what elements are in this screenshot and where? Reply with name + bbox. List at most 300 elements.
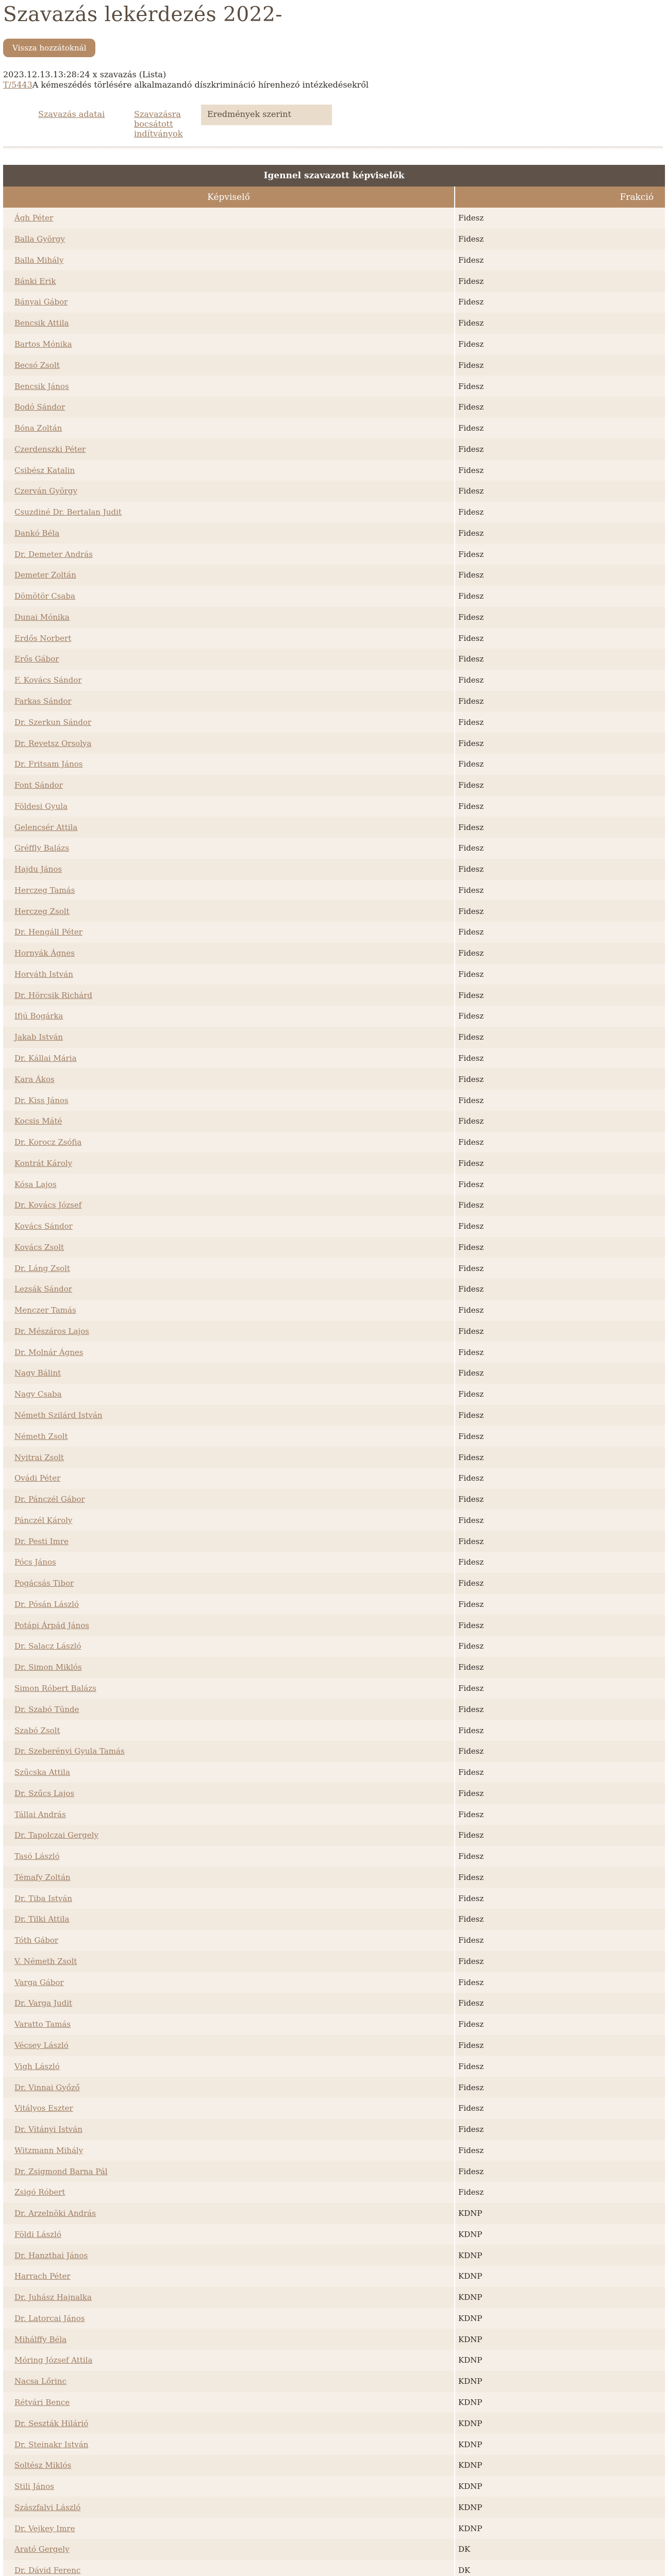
table-row	[3, 1678, 665, 1699]
faction-cell: Fidesz	[455, 418, 665, 439]
faction-cell: DK	[455, 2539, 665, 2560]
faction-cell: Fidesz	[455, 460, 665, 481]
faction-cell: Fidesz	[455, 586, 665, 607]
representative-link[interactable]: Font Sándor	[14, 781, 63, 790]
representative-cell	[3, 1552, 455, 1573]
representative-cell	[3, 1195, 455, 1216]
representative-cell	[3, 1132, 455, 1153]
table-row	[3, 250, 665, 271]
faction-cell: Fidesz	[455, 2056, 665, 2077]
representative-link[interactable]: Nagy Bálint	[14, 1368, 61, 1378]
faction-cell: Fidesz	[455, 1888, 665, 1909]
representative-link[interactable]: Dr. Tiba István	[14, 1893, 72, 1903]
representative-link[interactable]: Kovács Zsolt	[14, 1242, 64, 1252]
representative-cell	[3, 481, 455, 502]
representative-link[interactable]: Dankó Béla	[14, 528, 60, 538]
representative-link[interactable]: Vitályos Eszter	[14, 2104, 73, 2113]
representative-link[interactable]: F. Kovács Sándor	[14, 675, 82, 685]
representative-link[interactable]: Dr. Revetsz Orsolya	[14, 738, 92, 748]
table-row	[3, 795, 665, 817]
faction-cell: Fidesz	[455, 1909, 665, 1930]
representative-link[interactable]: Ifjú Bogárka	[14, 1011, 63, 1021]
representative-link[interactable]: Bencsik János	[14, 381, 69, 391]
representative-cell	[3, 586, 455, 607]
table-row	[3, 1195, 665, 1216]
representative-cell	[3, 1909, 455, 1930]
faction-cell: Fidesz	[455, 1720, 665, 1741]
representative-link[interactable]: Dr. Láng Zsolt	[14, 1263, 70, 1273]
faction-cell: Fidesz	[455, 922, 665, 943]
representative-link[interactable]: Dr. Kiss János	[14, 1095, 69, 1105]
representative-cell	[3, 2392, 455, 2413]
representative-cell	[3, 691, 455, 712]
table-row	[3, 1594, 665, 1615]
table-row	[3, 1993, 665, 2014]
representative-cell	[3, 775, 455, 796]
table-row	[3, 1846, 665, 1867]
table-row	[3, 354, 665, 376]
representative-cell	[3, 522, 455, 544]
table-row	[3, 1636, 665, 1657]
table-row	[3, 1300, 665, 1321]
faction-cell: Fidesz	[455, 1636, 665, 1657]
faction-cell: KDNP	[455, 2476, 665, 2497]
faction-cell: Fidesz	[455, 1216, 665, 1237]
table-row	[3, 1615, 665, 1636]
table-row	[3, 1342, 665, 1363]
representative-cell	[3, 1720, 455, 1741]
table-row	[3, 334, 665, 355]
table-row	[3, 922, 665, 943]
faction-cell: Fidesz	[455, 1405, 665, 1426]
representative-link[interactable]: Dr. Fritsam János	[14, 759, 83, 769]
faction-cell: Fidesz	[455, 817, 665, 838]
table-row	[3, 2224, 665, 2245]
table-row	[3, 2203, 665, 2224]
representative-link[interactable]: Herczeg Zsolt	[14, 906, 70, 916]
representative-link[interactable]: Dr. Pánczél Gábor	[14, 1495, 85, 1504]
representative-link[interactable]: Erős Gábor	[14, 654, 59, 664]
representative-cell	[3, 1111, 455, 1132]
representative-link[interactable]: V. Németh Zsolt	[14, 1956, 77, 1966]
representative-link[interactable]: Dr. Korocz Zsófia	[14, 1138, 82, 1147]
faction-cell: Fidesz	[455, 544, 665, 565]
representative-link[interactable]: Horváth István	[14, 969, 73, 979]
representative-link[interactable]: Stili János	[14, 2482, 54, 2492]
representative-cell	[3, 438, 455, 460]
representative-cell	[3, 2245, 455, 2266]
table-row	[3, 2308, 665, 2329]
faction-cell: Fidesz	[455, 250, 665, 271]
faction-cell: Fidesz	[455, 1426, 665, 1447]
representative-cell	[3, 733, 455, 754]
faction-cell: KDNP	[455, 2434, 665, 2455]
representative-link[interactable]: Bóna Zoltán	[14, 423, 62, 433]
faction-cell: Fidesz	[455, 1531, 665, 1552]
representative-cell	[3, 1069, 455, 1090]
representative-link[interactable]: Dr. Steinakr István	[14, 2439, 89, 2449]
representative-link[interactable]: Simon Róbert Balázs	[14, 1683, 96, 1693]
representative-cell	[3, 838, 455, 859]
representative-link[interactable]: Ágh Péter	[14, 213, 54, 223]
representative-cell	[3, 2056, 455, 2077]
faction-cell: Fidesz	[455, 1993, 665, 2014]
representative-cell	[3, 1804, 455, 1825]
representative-link[interactable]: Farkas Sándor	[14, 696, 72, 706]
representative-link[interactable]: Mihálffy Béla	[14, 2334, 67, 2344]
representative-cell	[3, 1216, 455, 1237]
representative-link[interactable]: Dr. Simon Miklós	[14, 1663, 82, 1672]
table-row	[3, 2371, 665, 2392]
representative-link[interactable]: Lezsák Sándor	[14, 1284, 72, 1294]
table-row	[3, 2392, 665, 2413]
table-row	[3, 1237, 665, 1258]
table-row	[3, 313, 665, 334]
representative-cell	[3, 1321, 455, 1342]
tab-vote-data[interactable]: Szavazás adatai	[38, 109, 105, 119]
representative-cell	[3, 208, 455, 229]
representative-link[interactable]: Potápi Árpád János	[14, 1620, 89, 1630]
representative-link[interactable]: Kara Ákos	[14, 1074, 55, 1084]
representative-link[interactable]: Tóth Gábor	[14, 1936, 59, 1945]
table-row	[3, 438, 665, 460]
representative-cell	[3, 354, 455, 376]
representative-link[interactable]: Tasó László	[14, 1852, 60, 1861]
representative-link[interactable]: Czerván György	[14, 486, 78, 496]
representative-link[interactable]: Dr. Vitányi István	[14, 2125, 82, 2134]
representative-link[interactable]: Pócs János	[14, 1557, 56, 1567]
representative-link[interactable]: Czerdenszki Péter	[14, 444, 86, 454]
representative-cell	[3, 1783, 455, 1804]
representative-cell	[3, 2518, 455, 2539]
representative-cell	[3, 1468, 455, 1489]
faction-cell: Fidesz	[455, 1048, 665, 1069]
faction-cell: Fidesz	[455, 376, 665, 397]
faction-cell: Fidesz	[455, 2182, 665, 2203]
table-row	[3, 2077, 665, 2098]
representative-link[interactable]: Dr. Vejkey Imre	[14, 2523, 75, 2533]
representative-link[interactable]: Kovács Sándor	[14, 1222, 73, 1231]
table-row	[3, 1405, 665, 1426]
representative-link[interactable]: Dr. Szűcs Lajos	[14, 1788, 75, 1798]
faction-cell: Fidesz	[455, 1195, 665, 1216]
faction-cell: Fidesz	[455, 1132, 665, 1153]
table-row	[3, 1258, 665, 1279]
representative-link[interactable]: Dr. Kovács József	[14, 1200, 82, 1210]
representative-link[interactable]: Szűcska Attila	[14, 1768, 70, 1777]
tab-proposals[interactable]: Szavazásra bocsátott indítványok	[134, 109, 183, 139]
representative-cell	[3, 2371, 455, 2392]
table-row	[3, 1657, 665, 1678]
faction-cell: KDNP	[455, 2413, 665, 2434]
representative-link[interactable]: Herczeg Tamás	[14, 885, 75, 895]
faction-cell: Fidesz	[455, 795, 665, 817]
representative-link[interactable]: Hornyák Ágnes	[14, 948, 75, 958]
bill-link[interactable]: T/5443	[3, 80, 32, 90]
faction-cell: Fidesz	[455, 628, 665, 649]
representative-link[interactable]: Dr. Arzelnöki András	[14, 2209, 96, 2218]
representative-cell	[3, 376, 455, 397]
representative-cell	[3, 1636, 455, 1657]
representative-link[interactable]: Dr. Molnár Ágnes	[14, 1347, 84, 1357]
faction-cell: Fidesz	[455, 838, 665, 859]
representative-link[interactable]: Bencsik Attila	[14, 318, 69, 328]
representative-link[interactable]: Pogácsás Tibor	[14, 1579, 74, 1588]
representative-link[interactable]: Dr. Varga Judit	[14, 1998, 73, 2008]
representative-cell	[3, 2203, 455, 2224]
table-row	[3, 292, 665, 313]
faction-cell: Fidesz	[455, 1594, 665, 1615]
representative-link[interactable]: Menczer Tamás	[14, 1306, 76, 1315]
representative-cell	[3, 1846, 455, 1867]
representative-cell	[3, 2329, 455, 2350]
representative-link[interactable]: Bánki Erik	[14, 276, 56, 286]
representative-link[interactable]: Témafy Zoltán	[14, 1872, 71, 1882]
table-row	[3, 754, 665, 775]
representative-cell	[3, 2119, 455, 2140]
representative-link[interactable]: Dr. Hanzthai János	[14, 2250, 88, 2260]
representative-cell	[3, 2140, 455, 2161]
representative-link[interactable]: Kocsis Máté	[14, 1116, 62, 1126]
representative-link[interactable]: Németh Zsolt	[14, 1431, 68, 1441]
table-row	[3, 2287, 665, 2308]
representative-cell	[3, 649, 455, 670]
representative-link[interactable]: Tállai András	[14, 1809, 66, 1819]
representative-link[interactable]: Pánczél Károly	[14, 1515, 73, 1525]
faction-cell: Fidesz	[455, 1867, 665, 1888]
faction-cell: DK	[455, 2560, 665, 2576]
page-title: Szavazás lekérdezés 2022-	[3, 3, 282, 26]
representative-link[interactable]: Földi László	[14, 2229, 61, 2239]
table-row	[3, 1006, 665, 1027]
representative-link[interactable]: Nyitrai Zsolt	[14, 1452, 64, 1462]
table-row	[3, 2350, 665, 2371]
representative-link[interactable]: Hajdu János	[14, 865, 62, 874]
representative-link[interactable]: Harrach Péter	[14, 2272, 71, 2281]
back-button[interactable]: Vissza hozzátoknál	[3, 39, 95, 57]
representative-cell	[3, 418, 455, 439]
representative-link[interactable]: Demeter Zoltán	[14, 570, 76, 580]
faction-cell: Fidesz	[455, 292, 665, 313]
representative-link[interactable]: Varga Gábor	[14, 1977, 64, 1987]
tab-results[interactable]: Eredmények szerint	[201, 105, 332, 125]
faction-cell: Fidesz	[455, 2161, 665, 2182]
representative-link[interactable]: Dr. Szeberényi Gyula Tamás	[14, 1747, 125, 1756]
representative-link[interactable]: Dr. Pósán László	[14, 1599, 79, 1609]
representative-link[interactable]: Nagy Csaba	[14, 1389, 62, 1399]
faction-cell: Fidesz	[455, 1258, 665, 1279]
faction-cell: Fidesz	[455, 943, 665, 964]
faction-cell: KDNP	[455, 2497, 665, 2518]
faction-cell: Fidesz	[455, 733, 665, 754]
representative-link[interactable]: Gelencsér Attila	[14, 822, 78, 832]
table-row	[3, 1153, 665, 1174]
representative-link[interactable]: Dr. Juhász Hajnalka	[14, 2293, 92, 2302]
representative-cell	[3, 1237, 455, 1258]
faction-cell: KDNP	[455, 2266, 665, 2287]
representative-link[interactable]: Dunai Mónika	[14, 612, 70, 622]
representative-link[interactable]: Dr. Demeter András	[14, 549, 93, 559]
table-row	[3, 270, 665, 292]
representative-cell	[3, 1447, 455, 1468]
table-row	[3, 607, 665, 628]
table-row	[3, 1384, 665, 1405]
representative-link[interactable]: Nacsa Lőrinc	[14, 2377, 66, 2386]
yes-votes-table	[3, 165, 665, 2576]
column-header-representative: Képviselő	[3, 187, 455, 208]
representative-cell	[3, 2497, 455, 2518]
table-row	[3, 208, 665, 229]
representative-link[interactable]: Varatto Tamás	[14, 2020, 71, 2029]
table-row	[3, 2098, 665, 2119]
faction-cell: Fidesz	[455, 1573, 665, 1594]
representative-link[interactable]: Dr. Hörcsik Richárd	[14, 990, 92, 1000]
representative-cell	[3, 1951, 455, 1972]
representative-link[interactable]: Csuzdiné Dr. Bertalan Judit	[14, 507, 122, 517]
representative-link[interactable]: Kontrát Károly	[14, 1158, 73, 1168]
representative-link[interactable]: Rétvári Bence	[14, 2398, 70, 2407]
table-row	[3, 733, 665, 754]
table-row	[3, 2161, 665, 2182]
faction-cell: Fidesz	[455, 2140, 665, 2161]
representative-link[interactable]: Becsó Zsolt	[14, 360, 60, 370]
representative-cell	[3, 1048, 455, 1069]
faction-cell: Fidesz	[455, 2035, 665, 2056]
representative-link[interactable]: Csibész Katalin	[14, 465, 75, 475]
faction-cell: Fidesz	[455, 1468, 665, 1489]
faction-cell: Fidesz	[455, 1006, 665, 1027]
table-row	[3, 2266, 665, 2287]
table-row	[3, 943, 665, 964]
representative-link[interactable]: Vigh László	[14, 2061, 60, 2071]
faction-cell: Fidesz	[455, 1699, 665, 1720]
representative-cell	[3, 1573, 455, 1594]
representative-link[interactable]: Balla György	[14, 234, 65, 244]
representative-link[interactable]: Gréffly Balázs	[14, 843, 70, 853]
representative-link[interactable]: Vécsey László	[14, 2040, 69, 2050]
faction-cell: KDNP	[455, 2224, 665, 2245]
faction-cell: Fidesz	[455, 691, 665, 712]
representative-cell	[3, 1342, 455, 1363]
representative-link[interactable]: Erdős Norbert	[14, 633, 72, 643]
representative-cell	[3, 754, 455, 775]
faction-cell: Fidesz	[455, 334, 665, 355]
representative-link[interactable]: Móring József Attila	[14, 2355, 93, 2365]
representative-link[interactable]: Zsigó Róbert	[14, 2188, 65, 2197]
representative-link[interactable]: Szászfalvi László	[14, 2502, 81, 2512]
faction-cell: Fidesz	[455, 1489, 665, 1510]
representative-link[interactable]: Németh Szilárd István	[14, 1411, 103, 1420]
faction-cell: KDNP	[455, 2350, 665, 2371]
faction-cell: Fidesz	[455, 1342, 665, 1363]
table-row	[3, 1279, 665, 1300]
faction-cell: Fidesz	[455, 711, 665, 733]
table-row	[3, 1321, 665, 1342]
faction-cell: Fidesz	[455, 880, 665, 901]
representative-link[interactable]: Dr. Hengáll Péter	[14, 927, 82, 937]
representative-link[interactable]: Bartos Mónika	[14, 339, 72, 349]
representative-link[interactable]: Dr. Mészáros Lajos	[14, 1326, 89, 1336]
faction-cell: Fidesz	[455, 1279, 665, 1300]
representative-link[interactable]: Dr. Szabó Tünde	[14, 1704, 79, 1714]
representative-link[interactable]: Kósa Lajos	[14, 1179, 57, 1189]
representative-link[interactable]: Bányai Gábor	[14, 297, 68, 307]
table-row	[3, 2245, 665, 2266]
table-body	[3, 208, 665, 2576]
faction-cell: Fidesz	[455, 1930, 665, 1951]
representative-link[interactable]: Jakab István	[14, 1032, 63, 1042]
representative-link[interactable]: Ovádi Péter	[14, 1473, 61, 1483]
representative-link[interactable]: Balla Mihály	[14, 255, 64, 265]
table-row	[3, 2035, 665, 2056]
representative-cell	[3, 1006, 455, 1027]
representative-link[interactable]: Dr. Dávid Ferenc	[14, 2566, 81, 2575]
representative-link[interactable]: Dömötör Csaba	[14, 591, 75, 601]
representative-cell	[3, 2539, 455, 2560]
representative-link[interactable]: Arató Gergely	[14, 2545, 70, 2554]
representative-cell	[3, 1090, 455, 1111]
representative-cell	[3, 1279, 455, 1300]
representative-cell	[3, 943, 455, 964]
representative-link[interactable]: Dr. Szerkun Sándor	[14, 717, 92, 727]
representative-link[interactable]: Bodó Sándor	[14, 402, 65, 412]
table-row	[3, 1510, 665, 1531]
representative-link[interactable]: Dr. Zsigmond Barna Pál	[14, 2166, 108, 2176]
representative-cell	[3, 2161, 455, 2182]
faction-cell: KDNP	[455, 2245, 665, 2266]
table-row	[3, 1426, 665, 1447]
representative-link[interactable]: Szabó Zsolt	[14, 1725, 60, 1735]
representative-cell	[3, 1699, 455, 1720]
vote-bill-line	[3, 80, 663, 90]
representative-cell	[3, 628, 455, 649]
table-row	[3, 1909, 665, 1930]
table-row	[3, 2518, 665, 2539]
table-row	[3, 522, 665, 544]
representative-link[interactable]: Witzmann Mihály	[14, 2145, 84, 2155]
faction-cell: KDNP	[455, 2203, 665, 2224]
representative-cell	[3, 901, 455, 922]
representative-cell	[3, 1384, 455, 1405]
table-row	[3, 1048, 665, 1069]
representative-link[interactable]: Dr. Seszták Hilárió	[14, 2418, 89, 2428]
representative-cell	[3, 607, 455, 628]
table-row	[3, 649, 665, 670]
tab-bar	[32, 105, 663, 143]
table-row	[3, 2539, 665, 2560]
representative-link[interactable]: Dr. Latorcai János	[14, 2313, 85, 2323]
representative-link[interactable]: Soltész Miklós	[14, 2461, 72, 2470]
representative-link[interactable]: Dr. Salacz László	[14, 1641, 81, 1651]
representative-cell	[3, 292, 455, 313]
representative-link[interactable]: Dr. Kállai Mária	[14, 1054, 77, 1063]
representative-link[interactable]: Földesi Gyula	[14, 801, 68, 811]
representative-cell	[3, 1825, 455, 1846]
representative-cell	[3, 795, 455, 817]
faction-cell: Fidesz	[455, 1321, 665, 1342]
representative-link[interactable]: Dr. Pesti Imre	[14, 1536, 69, 1546]
table-row	[3, 1552, 665, 1573]
faction-cell: Fidesz	[455, 522, 665, 544]
representative-cell	[3, 1741, 455, 1762]
representative-link[interactable]: Dr. Tilki Attila	[14, 1914, 70, 1924]
faction-cell: Fidesz	[455, 754, 665, 775]
faction-cell: Fidesz	[455, 1657, 665, 1678]
tab-divider	[3, 146, 663, 149]
representative-link[interactable]: Dr. Tapolczai Gergely	[14, 1831, 98, 1840]
representative-link[interactable]: Dr. Vinnai Győző	[14, 2082, 80, 2092]
table-row	[3, 964, 665, 985]
